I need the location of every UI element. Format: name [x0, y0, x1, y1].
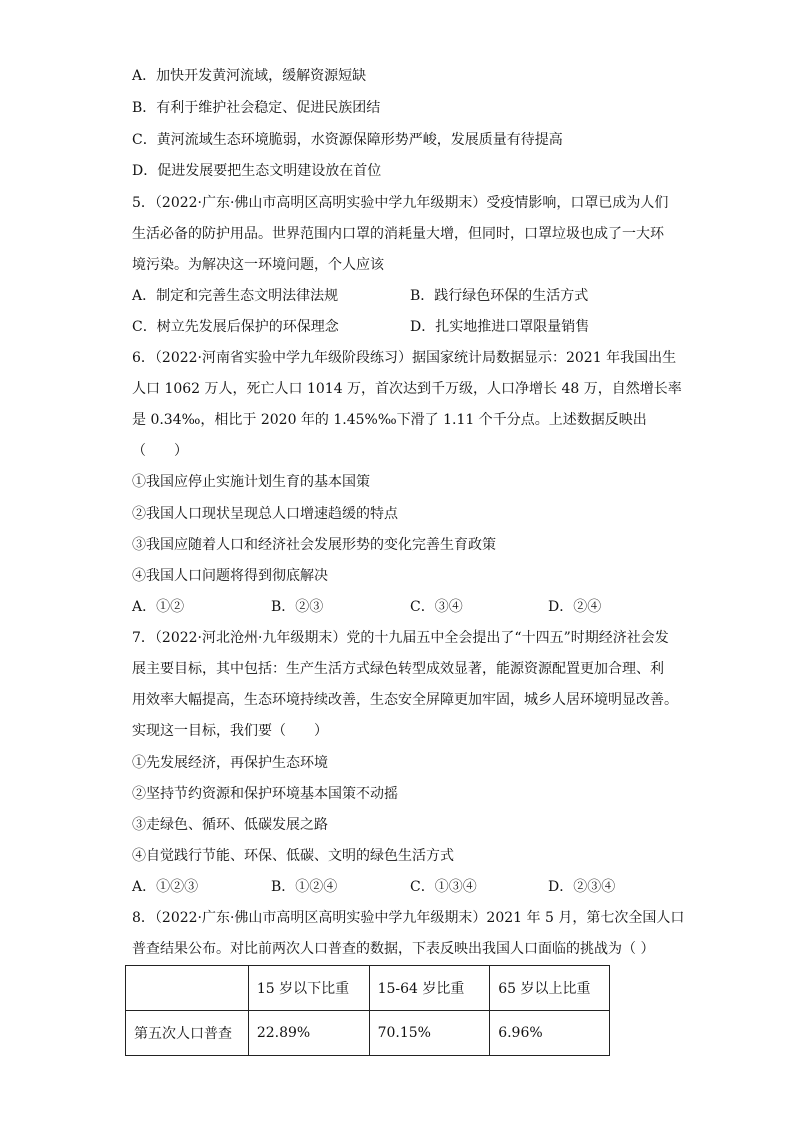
q6-statement: ①我国应停止实施计划生育的基本国策 — [132, 474, 370, 490]
q7-stem-line: 展主要目标，其中包括：生产生活方式绿色转型成效显著，能源资源配置更加合理、利 — [132, 661, 664, 677]
q6-answer-blank: （ ） — [132, 443, 188, 459]
q7-option-c: C．①③④ — [410, 879, 477, 895]
table-row — [126, 1011, 610, 1056]
q5-option-d: D．扎实地推进口罩限量销售 — [410, 319, 590, 335]
q7-stem-line: 7．（2022·河北沧州·九年级期末）党的十九届五中全会提出了“十四五”时期经济社会发 — [132, 630, 669, 646]
table-cell: 第五次人口普查 — [126, 1011, 249, 1056]
q6-option-c: C．③④ — [410, 599, 463, 615]
q8-stem-line: 8．（2022·广东·佛山市高明区高明实验中学九年级期末）2021 年 5 月，第七次全国人口 — [132, 910, 685, 926]
table-cell: 6.96% — [490, 1011, 610, 1056]
q5-option-a: A．制定和完善生态文明法律法规 — [132, 288, 339, 304]
q4-option-b: B．有利于维护社会稳定、促进民族团结 — [132, 100, 381, 116]
q8-stem-line: 普查结果公布。对比前两次人口普查的数据，下表反映出我国人口面临的挑战为（ ） — [132, 941, 655, 957]
q7-statement: ①先发展经济，再保护生态环境 — [132, 755, 328, 771]
population-census-table — [125, 965, 610, 1056]
table-cell: 70.15% — [369, 1011, 490, 1056]
table-header-cell: 15-64 岁比重 — [369, 966, 490, 1011]
q6-option-d: D．②④ — [548, 599, 602, 615]
q6-statement: ③我国应随着人口和经济社会发展形势的变化完善生育政策 — [132, 537, 496, 553]
q6-option-b: B．②③ — [271, 599, 324, 615]
q5-stem-line: 境污染。为解决这一环境问题，个人应该 — [132, 257, 384, 273]
q4-option-c: C．黄河流域生态环境脆弱，水资源保障形势严峻，发展质量有待提高 — [132, 132, 563, 148]
q6-option-a: A．①② — [132, 599, 185, 615]
q4-option-d: D．促进发展要把生态文明建设放在首位 — [132, 163, 382, 179]
table-header-cell: 65 岁以上比重 — [490, 966, 610, 1011]
q7-stem-line: 实现这一目标，我们要（ ） — [132, 723, 328, 739]
q7-statement: ④自觉践行节能、环保、低碳、文明的绿色生活方式 — [132, 848, 454, 864]
q7-option-a: A．①②③ — [132, 879, 199, 895]
q5-option-c: C．树立先发展后保护的环保理念 — [132, 319, 339, 335]
q5-stem-line: 5．（2022·广东·佛山市高明区高明实验中学九年级期末）受疫情影响，口罩已成为人们 — [132, 195, 669, 211]
table-header-row — [126, 966, 610, 1011]
q6-stem-line: 是 0.34‰，相比于 2020 年的 1.45%‰下滑了 1.11 个千分点。上述数据反映出 — [132, 412, 647, 428]
q7-option-d: D．②③④ — [548, 879, 616, 895]
q5-option-b: B．践行绿色环保的生活方式 — [410, 288, 589, 304]
q4-option-a: A．加快开发黄河流域，缓解资源短缺 — [132, 68, 367, 84]
table-header-cell — [126, 966, 249, 1011]
q7-statement: ②坚持节约资源和保护环境基本国策不动摇 — [132, 786, 398, 802]
table-header-cell: 15 岁以下比重 — [248, 966, 369, 1011]
q6-stem-line: 人口 1062 万人，死亡人口 1014 万，首次达到千万级，人口净增长 48 万，自然增长率 — [132, 381, 682, 397]
q7-stem-line: 用效率大幅提高，生态环境持续改善，生态安全屏障更加牢固，城乡人居环境明显改善。 — [132, 692, 678, 708]
q7-statement: ③走绿色、循环、低碳发展之路 — [132, 817, 328, 833]
q5-stem-line: 生活必备的防护用品。世界范围内口罩的消耗量大增，但同时，口罩垃圾也成了一大环 — [132, 226, 664, 242]
table-cell: 22.89% — [248, 1011, 369, 1056]
q6-statement: ④我国人口问题将得到彻底解决 — [132, 568, 328, 584]
q7-option-b: B．①②④ — [271, 879, 338, 895]
q6-stem-line: 6．（2022·河南省实验中学九年级阶段练习）据国家统计局数据显示：2021 年我国出生 — [132, 350, 677, 366]
q6-statement: ②我国人口现状呈现总人口增速趋缓的特点 — [132, 506, 398, 522]
